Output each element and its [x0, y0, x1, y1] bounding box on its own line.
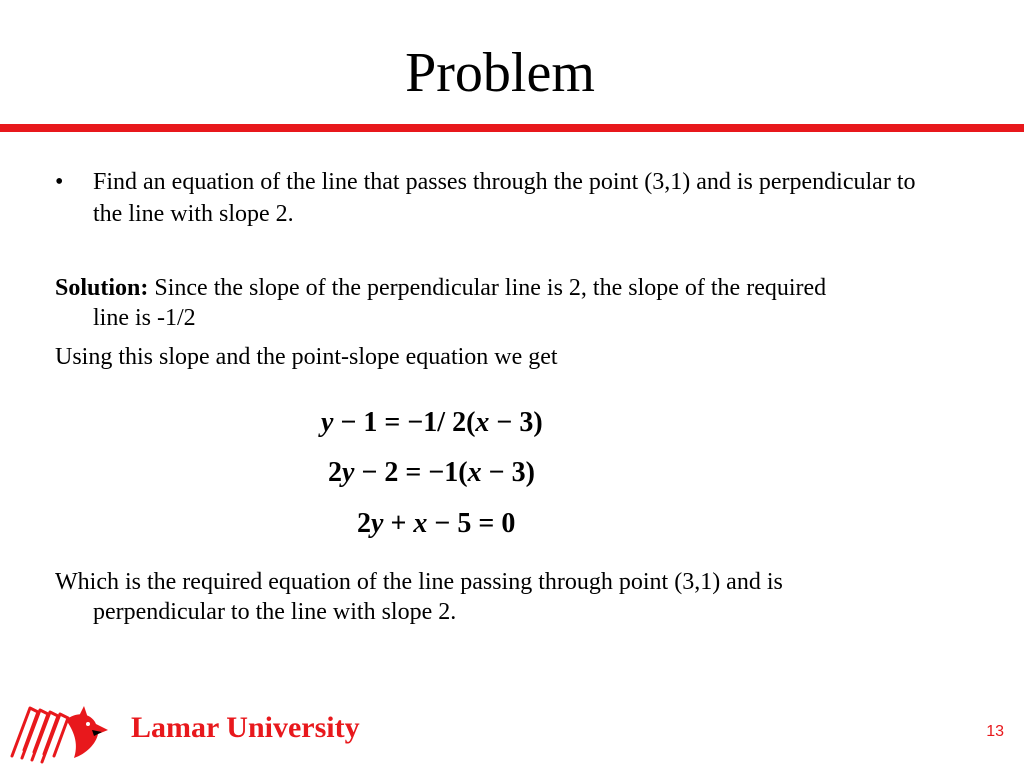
page-number: 13: [986, 723, 1004, 740]
problem-statement: Find an equation of the line that passes through the point (3,1) and is perpendicular to the line with slope 2.: [93, 169, 916, 227]
eq1-part-end: − 3): [489, 407, 543, 438]
eq2-var-x: x: [467, 457, 482, 488]
eq1-var-x: x: [475, 407, 490, 438]
eq1-var-y: y: [321, 407, 334, 438]
conclusion-line2: perpendicular to the line with slope 2.: [93, 599, 457, 625]
cardinal-logo-icon: [8, 700, 116, 764]
conclusion-line1: Which is the required equation of the line passing through point (3,1) and is: [55, 569, 783, 595]
eq3-part-end: − 5 = 0: [427, 508, 516, 539]
equation-1: [321, 405, 543, 441]
solution-label: Solution:: [55, 275, 149, 301]
solution-text-line2: line is -1/2: [93, 305, 196, 331]
eq2-coef: 2: [328, 457, 342, 488]
eq1-part: − 1 = −1/ 2(: [333, 407, 476, 438]
eq3-var-x: x: [413, 508, 428, 539]
using-slope-text: Using this slope and the point-slope equation we get: [55, 344, 558, 370]
university-name: Lamar University: [131, 711, 360, 744]
equation-2: [328, 455, 535, 491]
bullet-symbol: •: [55, 169, 64, 195]
eq3-coef: 2: [357, 508, 371, 539]
equation-3: [357, 506, 515, 542]
eq3-plus: +: [383, 508, 414, 539]
solution-text-line1: Since the slope of the perpendicular line is 2, the slope of the required: [148, 275, 827, 301]
eq2-var-y: y: [342, 457, 355, 488]
slide-title: Problem: [405, 42, 595, 104]
title-divider: [0, 124, 1024, 132]
eq3-var-y: y: [371, 508, 384, 539]
eq2-part: − 2 = −1(: [354, 457, 468, 488]
eq2-part-end: − 3): [481, 457, 535, 488]
